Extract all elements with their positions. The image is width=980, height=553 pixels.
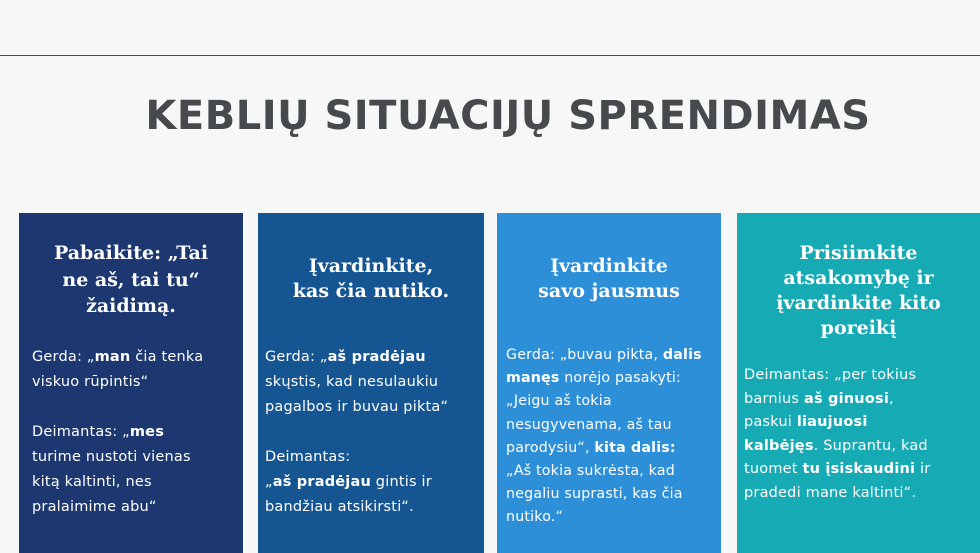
body-paragraph: Deimantas: „aš pradėjau gintis ir bandžiau atsikirsti“. — [265, 449, 432, 515]
heading-line: atsakomybę ir — [783, 267, 934, 289]
emphasis-text: liaujuosi — [796, 414, 868, 430]
heading-line: žaidimą. — [86, 295, 176, 317]
card-body — [265, 345, 448, 520]
card-heading — [19, 240, 243, 320]
card-body — [744, 364, 930, 505]
emphasis-text: mes — [129, 424, 165, 440]
card-finish-blame-game — [19, 213, 243, 553]
emphasis-text: aš ginuosi — [803, 390, 889, 407]
card-name-what-happened — [258, 213, 484, 553]
heading-line: Pabaikite: „Tai — [53, 242, 209, 264]
emphasis-text: kita dalis: — [594, 439, 676, 456]
body-paragraph: Gerda: „man čia tenka viskuo rūpintis“ — [32, 349, 204, 390]
heading-line: įvardinkite kito — [776, 292, 941, 314]
body-paragraph: Deimantas: „per tokius barnius aš ginuosi, paskui liaujuosi kalbėjęs. Suprantu, kad tuomet tu įsiskaudini ir pradedi mane kaltinti“. — [744, 367, 931, 501]
heading-line: poreikį — [820, 317, 897, 339]
top-divider — [0, 55, 980, 56]
card-body — [506, 344, 702, 530]
emphasis-text: manęs — [506, 370, 560, 387]
card-name-feelings — [497, 213, 721, 553]
body-paragraph: Deimantas: „mes turime nustoti vienas kitą kaltinti, nes pralaimime abu“ — [32, 424, 191, 515]
card-take-responsibility — [737, 213, 980, 553]
card-body — [32, 345, 203, 520]
card-heading — [258, 254, 484, 304]
body-paragraph: Gerda: „buvau pikta, dalis manęs norėjo pasakyti: „Jeigu aš tokia nesugyvenama, aš tau parodysiu“, kita dalis: „Aš tokia sukrėsta, kad negaliu suprasti, kas čia nutiko.“ — [506, 347, 702, 526]
page-title: KEBLIŲ SITUACIJŲ SPRENDIMAS — [145, 93, 871, 139]
emphasis-text: dalis — [662, 347, 702, 363]
heading-line: savo jausmus — [538, 280, 680, 302]
body-paragraph: Gerda: „aš pradėjau skųstis, kad nesulaukiu pagalbos ir buvau pikta“ — [265, 349, 449, 415]
emphasis-text: tu įsiskaudini — [802, 461, 916, 477]
emphasis-text: aš pradėjau — [327, 349, 426, 365]
heading-line: Prisiimkite — [799, 242, 918, 264]
heading-line: Įvardinkite — [550, 255, 668, 277]
card-heading — [497, 254, 721, 304]
emphasis-text: aš pradėjau — [272, 474, 371, 490]
emphasis-text: kalbėjęs — [744, 437, 814, 454]
heading-line: Įvardinkite, — [308, 255, 434, 277]
heading-line: ne aš, tai tu“ — [62, 268, 200, 291]
heading-line: kas čia nutiko. — [292, 280, 450, 302]
card-heading — [737, 241, 980, 341]
emphasis-text: man — [94, 349, 131, 365]
